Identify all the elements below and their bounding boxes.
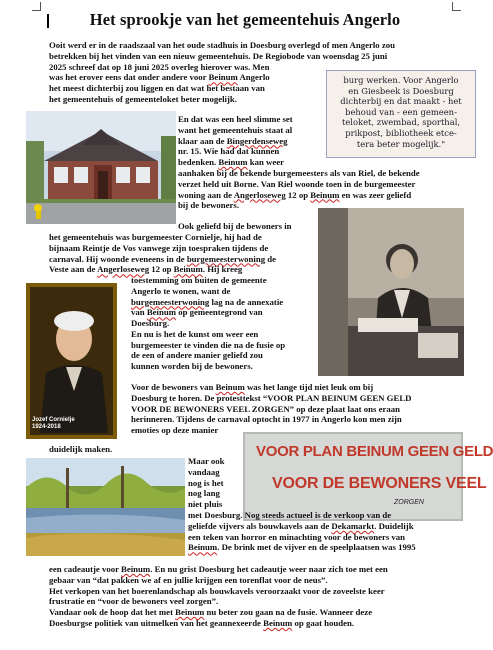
- paragraph-protest[interactable]: Voor de bewoners van Beinum was het lange tijd niet leuk om bij Doesburg te horen. De protesttekst “VOOR PLAN BEINUM GEEN GELD VOOR DE BEWONERS VEEL ZORGEN” op deze plaat laat ons eraan herinneren. Tijdens de carnaval optocht in 1977 in Angerlo kon men zijn emoties op deze manier: [131, 382, 412, 435]
- sign-line-3: ZORGEN: [394, 499, 424, 506]
- paragraph-toestemming[interactable]: toestemming om buiten de gemeente Angerlo te wonen, want de burgemeesterwoning lag na de annexatie van Beinum op gemeentegrond van Doesburg. En nu is het de kunst om weer een burgemeester te vinden die na de fusie op de een of andere manier geliefd zou kunnen worden bij de bewoners.: [131, 275, 286, 371]
- burgemeester-at-desk-photo: [318, 208, 464, 376]
- paragraph-gemeentehuis[interactable]: En dat was een heel slimme set want het gemeentehuis staat al klaar aan de Bingerdenseweg nr. 15. Wie had dat kunnen bedenken. Beinum kan weer: [178, 114, 293, 167]
- town-hall-photo: [26, 111, 176, 224]
- paragraph-van-riel[interactable]: aanhaken bij de bekende burgemeesters als van Riel, de bekende verzet held uit Borne. Van Riel woonde toen in de burgemeester woning aan de Angerloseweg 12 op Beinum en was zeer geliefd bij de bewoners.: [178, 168, 420, 211]
- sign-line-2: VOOR DE BEWONERS VEEL: [272, 475, 487, 492]
- text-cursor: [47, 14, 49, 28]
- paragraph-protest-end[interactable]: duidelijk maken.: [49, 444, 113, 454]
- page-title: Het sprookje van het gemeentehuis Angerlo: [89, 10, 401, 29]
- newspaper-clipping: burg werken. Voor Angerlo en Giesbeek is Doesburg dichterbij en dat maakt - het behoud van - een gemeen- teloket, zwembad, sporthal, prikpost, bibliotheek etce- tera beter mogelijk.": [326, 70, 476, 158]
- paragraph-vandaag[interactable]: Maar ook vandaag nog is het nog lang niet pluis: [188, 456, 225, 509]
- paragraph-dekamarkt[interactable]: met Doesburg. Nog steeds actueel is de verkoop van de geliefde vijvers als bouwkavels aan de Dekamarkt. Duidelijk een teken van horror en minachting voor de bewoners van Beinum. De brink met de vijver en de speelplaatsen was 1995: [188, 510, 416, 553]
- sign-line-1: VOOR PLAN BEINUM GEEN GELD: [256, 443, 493, 460]
- pond-landscape-photo: [26, 458, 185, 556]
- portrait-caption: Jozef Cornielje 1924-2018: [32, 417, 75, 430]
- paragraph-cornielje[interactable]: het gemeentehuis was burgemeester Cornielje, hij had de bijnaam Reintje de Vos vanwege zijn toespraken tijdens de carnaval. Hij woonde eveneens in de burgemeesterwoning de Veste aan de Angerloseweg 12 op Beinum. Hij kreeg: [49, 232, 277, 275]
- intro-paragraph[interactable]: Ooit werd er in de raadszaal van het oude stadhuis in Doesburg overlegd of men Angerlo zou betrekken bij het vinden van een nieuw gemeentehuis. De Regiobode van woensdag 25 juni 2025 schreef dat op 18 juni 2025 overleg hierover was. Men was het erover eens dat onder andere voor Beinum Angerlo het meest dichterbij zou liggen en dat wat het bestaan van het gemeentehuis of gemeenteloket beter mogelijk.: [49, 40, 395, 104]
- protest-sign-photo: [244, 433, 493, 520]
- portrait-jozef-cornielje: [26, 283, 117, 439]
- paragraph-cornielje-intro[interactable]: Ook geliefd bij de bewoners in: [178, 221, 292, 231]
- paragraph-conclusion[interactable]: een cadeautje voor Beinum. En nu grist Doesburg het cadeautje weer naar zich toe met een gebaar van “dat pakken we af en jullie krijgen een torenflat voor de neus”. Het verkopen van het boerenlandschap als bouwkavels veroorzaakt voor de zoveelste keer frustratie en “voor de bewoners veel zorgen”. Vandaar ook de hoop dat het met Beinum nu beter zou gaan na de fusie. Wanneer deze Doesburgse politiek van uitmelken van het geannexeerde Beinum op gaat houden.: [49, 564, 388, 628]
